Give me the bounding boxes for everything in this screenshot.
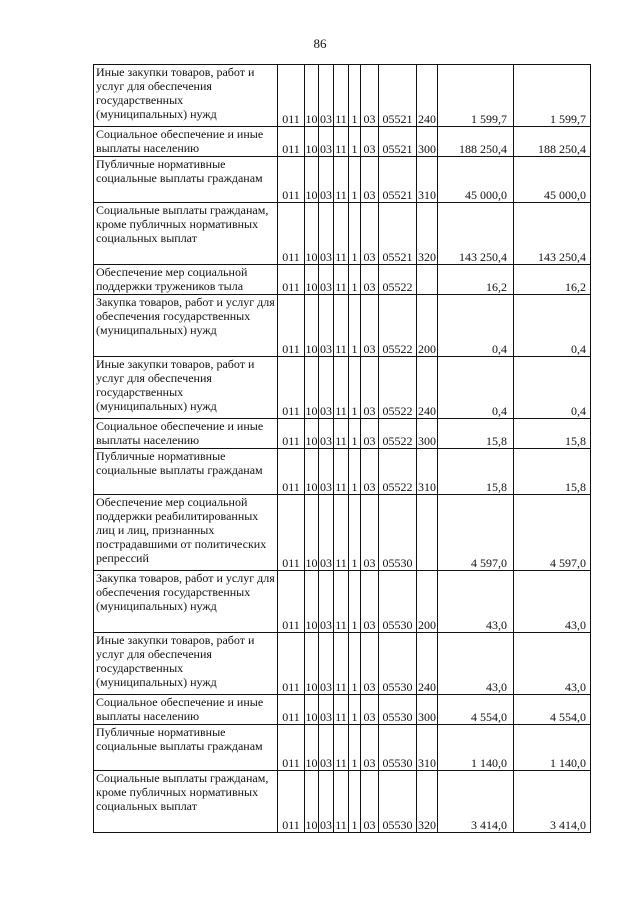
amount-cell: 4 597,0 <box>438 495 514 571</box>
section-code-cell: 10 <box>305 295 319 357</box>
direction-code-cell: 05530 <box>379 495 417 571</box>
program-code-cell: 11 <box>334 419 349 449</box>
section-code-cell: 10 <box>305 695 319 725</box>
amount-cell: 15,8 <box>438 419 514 449</box>
subsection-code-cell: 03 <box>319 495 334 571</box>
expense-type-cell: 300 <box>417 127 438 157</box>
event-code-cell: 03 <box>361 449 379 495</box>
program-code-cell: 11 <box>334 695 349 725</box>
amount-approved-cell: 15,8 <box>514 449 591 495</box>
expense-type-cell: 320 <box>417 771 438 833</box>
section-code-cell: 10 <box>305 449 319 495</box>
amount-cell: 45 000,0 <box>438 157 514 203</box>
subsection-code-cell: 03 <box>319 203 334 265</box>
section-code-cell: 10 <box>305 65 319 127</box>
amount-approved-cell: 43,0 <box>514 633 591 695</box>
table-row <box>94 203 591 265</box>
subsection-code-cell: 03 <box>319 295 334 357</box>
amount-approved-cell: 0,4 <box>514 295 591 357</box>
expense-name-cell <box>94 65 278 127</box>
expense-name-cell <box>94 157 278 203</box>
expense-name: Обеспечение мер социальной поддержки тружеников тыла <box>96 265 248 293</box>
expense-name: Социальные выплаты гражданам, кроме публичных нормативных социальных выплат <box>96 203 269 245</box>
event-code-cell: 03 <box>361 65 379 127</box>
subprogram-code-cell: 1 <box>349 633 361 695</box>
expense-name: Иные закупки товаров, работ и услуг для обеспечения государственных (муниципальных) нужд <box>96 633 255 689</box>
event-code-cell: 03 <box>361 127 379 157</box>
event-code-cell: 03 <box>361 357 379 419</box>
amount-approved-cell: 15,8 <box>514 419 591 449</box>
subsection-code-cell: 03 <box>319 157 334 203</box>
expense-name-cell <box>94 771 278 833</box>
table-row <box>94 127 591 157</box>
section-code-cell: 10 <box>305 157 319 203</box>
subsection-code-cell: 03 <box>319 571 334 633</box>
program-code-cell: 11 <box>334 449 349 495</box>
amount-approved-cell: 0,4 <box>514 357 591 419</box>
event-code-cell: 03 <box>361 633 379 695</box>
subsection-code-cell: 03 <box>319 633 334 695</box>
subprogram-code-cell: 1 <box>349 65 361 127</box>
table-row <box>94 265 591 295</box>
subprogram-code-cell: 1 <box>349 265 361 295</box>
expense-name: Публичные нормативные социальные выплаты гражданам <box>96 725 263 753</box>
direction-code-cell: 05530 <box>379 771 417 833</box>
ministry-code-cell: 011 <box>278 725 305 771</box>
ministry-code-cell: 011 <box>278 695 305 725</box>
section-code-cell: 10 <box>305 771 319 833</box>
table-row <box>94 495 591 571</box>
expense-name: Закупка товаров, работ и услуг для обеспечения государственных (муниципальных) нужд <box>96 295 275 337</box>
ministry-code-cell: 011 <box>278 495 305 571</box>
table-row <box>94 725 591 771</box>
expense-type-cell: 320 <box>417 203 438 265</box>
expense-type-cell <box>417 495 438 571</box>
subsection-code-cell: 03 <box>319 127 334 157</box>
direction-code-cell: 05530 <box>379 725 417 771</box>
section-code-cell: 10 <box>305 419 319 449</box>
section-code-cell: 10 <box>305 495 319 571</box>
program-code-cell: 11 <box>334 157 349 203</box>
budget-table <box>93 64 591 833</box>
table-row <box>94 449 591 495</box>
subprogram-code-cell: 1 <box>349 203 361 265</box>
expense-name-cell <box>94 295 278 357</box>
expense-type-cell: 240 <box>417 633 438 695</box>
direction-code-cell: 05521 <box>379 203 417 265</box>
program-code-cell: 11 <box>334 65 349 127</box>
expense-type-cell: 310 <box>417 725 438 771</box>
amount-approved-cell: 1 140,0 <box>514 725 591 771</box>
program-code-cell: 11 <box>334 725 349 771</box>
direction-code-cell: 05522 <box>379 419 417 449</box>
expense-name: Обеспечение мер социальной поддержки реабилитированных лиц и лиц, признанных пострадавшими от политических репрессий <box>96 495 267 565</box>
amount-cell: 4 554,0 <box>438 695 514 725</box>
subprogram-code-cell: 1 <box>349 357 361 419</box>
event-code-cell: 03 <box>361 725 379 771</box>
program-code-cell: 11 <box>334 633 349 695</box>
expense-type-cell: 240 <box>417 357 438 419</box>
table-row <box>94 419 591 449</box>
expense-name-cell <box>94 449 278 495</box>
amount-cell: 0,4 <box>438 295 514 357</box>
direction-code-cell: 05521 <box>379 157 417 203</box>
section-code-cell: 10 <box>305 203 319 265</box>
ministry-code-cell: 011 <box>278 65 305 127</box>
expense-name-cell <box>94 571 278 633</box>
section-code-cell: 10 <box>305 357 319 419</box>
ministry-code-cell: 011 <box>278 127 305 157</box>
expense-name: Публичные нормативные социальные выплаты гражданам <box>96 157 263 185</box>
subsection-code-cell: 03 <box>319 65 334 127</box>
table-row <box>94 771 591 833</box>
section-code-cell: 10 <box>305 633 319 695</box>
subprogram-code-cell: 1 <box>349 295 361 357</box>
amount-approved-cell: 1 599,7 <box>514 65 591 127</box>
subsection-code-cell: 03 <box>319 357 334 419</box>
expense-name: Социальные выплаты гражданам, кроме публичных нормативных социальных выплат <box>96 771 269 813</box>
expense-name-cell <box>94 633 278 695</box>
ministry-code-cell: 011 <box>278 265 305 295</box>
amount-cell: 0,4 <box>438 357 514 419</box>
amount-approved-cell: 4 554,0 <box>514 695 591 725</box>
subprogram-code-cell: 1 <box>349 571 361 633</box>
event-code-cell: 03 <box>361 157 379 203</box>
amount-cell: 3 414,0 <box>438 771 514 833</box>
subsection-code-cell: 03 <box>319 725 334 771</box>
amount-cell: 43,0 <box>438 633 514 695</box>
subsection-code-cell: 03 <box>319 265 334 295</box>
program-code-cell: 11 <box>334 357 349 419</box>
event-code-cell: 03 <box>361 419 379 449</box>
expense-type-cell: 240 <box>417 65 438 127</box>
direction-code-cell: 05530 <box>379 695 417 725</box>
expense-name-cell <box>94 695 278 725</box>
subprogram-code-cell: 1 <box>349 419 361 449</box>
subprogram-code-cell: 1 <box>349 725 361 771</box>
expense-type-cell: 310 <box>417 449 438 495</box>
event-code-cell: 03 <box>361 495 379 571</box>
subprogram-code-cell: 1 <box>349 449 361 495</box>
ministry-code-cell: 011 <box>278 203 305 265</box>
event-code-cell: 03 <box>361 203 379 265</box>
event-code-cell: 03 <box>361 571 379 633</box>
amount-approved-cell: 43,0 <box>514 571 591 633</box>
expense-name-cell <box>94 203 278 265</box>
expense-type-cell: 300 <box>417 419 438 449</box>
expense-name-cell <box>94 127 278 157</box>
direction-code-cell: 05521 <box>379 127 417 157</box>
direction-code-cell: 05522 <box>379 295 417 357</box>
amount-cell: 16,2 <box>438 265 514 295</box>
subprogram-code-cell: 1 <box>349 127 361 157</box>
expense-name-cell <box>94 419 278 449</box>
ministry-code-cell: 011 <box>278 157 305 203</box>
amount-approved-cell: 45 000,0 <box>514 157 591 203</box>
program-code-cell: 11 <box>334 127 349 157</box>
ministry-code-cell: 011 <box>278 633 305 695</box>
ministry-code-cell: 011 <box>278 771 305 833</box>
amount-approved-cell: 16,2 <box>514 265 591 295</box>
expense-name-cell <box>94 725 278 771</box>
direction-code-cell: 05522 <box>379 265 417 295</box>
direction-code-cell: 05522 <box>379 357 417 419</box>
subsection-code-cell: 03 <box>319 771 334 833</box>
direction-code-cell: 05522 <box>379 449 417 495</box>
expense-name: Иные закупки товаров, работ и услуг для обеспечения государственных (муниципальных) нужд <box>96 65 255 121</box>
event-code-cell: 03 <box>361 695 379 725</box>
amount-approved-cell: 4 597,0 <box>514 495 591 571</box>
program-code-cell: 11 <box>334 265 349 295</box>
expense-name-cell <box>94 265 278 295</box>
section-code-cell: 10 <box>305 265 319 295</box>
section-code-cell: 10 <box>305 725 319 771</box>
program-code-cell: 11 <box>334 203 349 265</box>
table-row <box>94 157 591 203</box>
amount-cell: 15,8 <box>438 449 514 495</box>
expense-name-cell <box>94 495 278 571</box>
subsection-code-cell: 03 <box>319 419 334 449</box>
program-code-cell: 11 <box>334 771 349 833</box>
program-code-cell: 11 <box>334 571 349 633</box>
expense-name: Закупка товаров, работ и услуг для обеспечения государственных (муниципальных) нужд <box>96 571 275 613</box>
event-code-cell: 03 <box>361 771 379 833</box>
amount-cell: 1 599,7 <box>438 65 514 127</box>
expense-type-cell: 200 <box>417 295 438 357</box>
event-code-cell: 03 <box>361 265 379 295</box>
ministry-code-cell: 011 <box>278 419 305 449</box>
amount-approved-cell: 3 414,0 <box>514 771 591 833</box>
expense-name: Иные закупки товаров, работ и услуг для обеспечения государственных (муниципальных) нужд <box>96 357 255 413</box>
amount-approved-cell: 188 250,4 <box>514 127 591 157</box>
program-code-cell: 11 <box>334 495 349 571</box>
table-row <box>94 357 591 419</box>
table-row <box>94 571 591 633</box>
amount-cell: 43,0 <box>438 571 514 633</box>
amount-cell: 143 250,4 <box>438 203 514 265</box>
table-row <box>94 295 591 357</box>
amount-cell: 188 250,4 <box>438 127 514 157</box>
expense-type-cell: 300 <box>417 695 438 725</box>
subprogram-code-cell: 1 <box>349 771 361 833</box>
expense-name: Публичные нормативные социальные выплаты гражданам <box>96 449 263 477</box>
direction-code-cell: 05521 <box>379 65 417 127</box>
event-code-cell: 03 <box>361 295 379 357</box>
ministry-code-cell: 011 <box>278 357 305 419</box>
subsection-code-cell: 03 <box>319 695 334 725</box>
expense-type-cell: 310 <box>417 157 438 203</box>
expense-type-cell <box>417 265 438 295</box>
direction-code-cell: 05530 <box>379 633 417 695</box>
page-number: 86 <box>313 36 327 51</box>
table-row <box>94 633 591 695</box>
table-row <box>94 695 591 725</box>
expense-type-cell: 200 <box>417 571 438 633</box>
ministry-code-cell: 011 <box>278 295 305 357</box>
ministry-code-cell: 011 <box>278 449 305 495</box>
section-code-cell: 10 <box>305 127 319 157</box>
subprogram-code-cell: 1 <box>349 157 361 203</box>
amount-approved-cell: 143 250,4 <box>514 203 591 265</box>
expense-name: Социальное обеспечение и иные выплаты населению <box>96 419 264 447</box>
expense-name: Социальное обеспечение и иные выплаты населению <box>96 695 264 723</box>
subprogram-code-cell: 1 <box>349 695 361 725</box>
expense-name: Социальное обеспечение и иные выплаты населению <box>96 127 264 155</box>
program-code-cell: 11 <box>334 295 349 357</box>
table-row <box>94 65 591 127</box>
subsection-code-cell: 03 <box>319 449 334 495</box>
subprogram-code-cell: 1 <box>349 495 361 571</box>
expense-name-cell <box>94 357 278 419</box>
section-code-cell: 10 <box>305 571 319 633</box>
ministry-code-cell: 011 <box>278 571 305 633</box>
direction-code-cell: 05530 <box>379 571 417 633</box>
amount-cell: 1 140,0 <box>438 725 514 771</box>
